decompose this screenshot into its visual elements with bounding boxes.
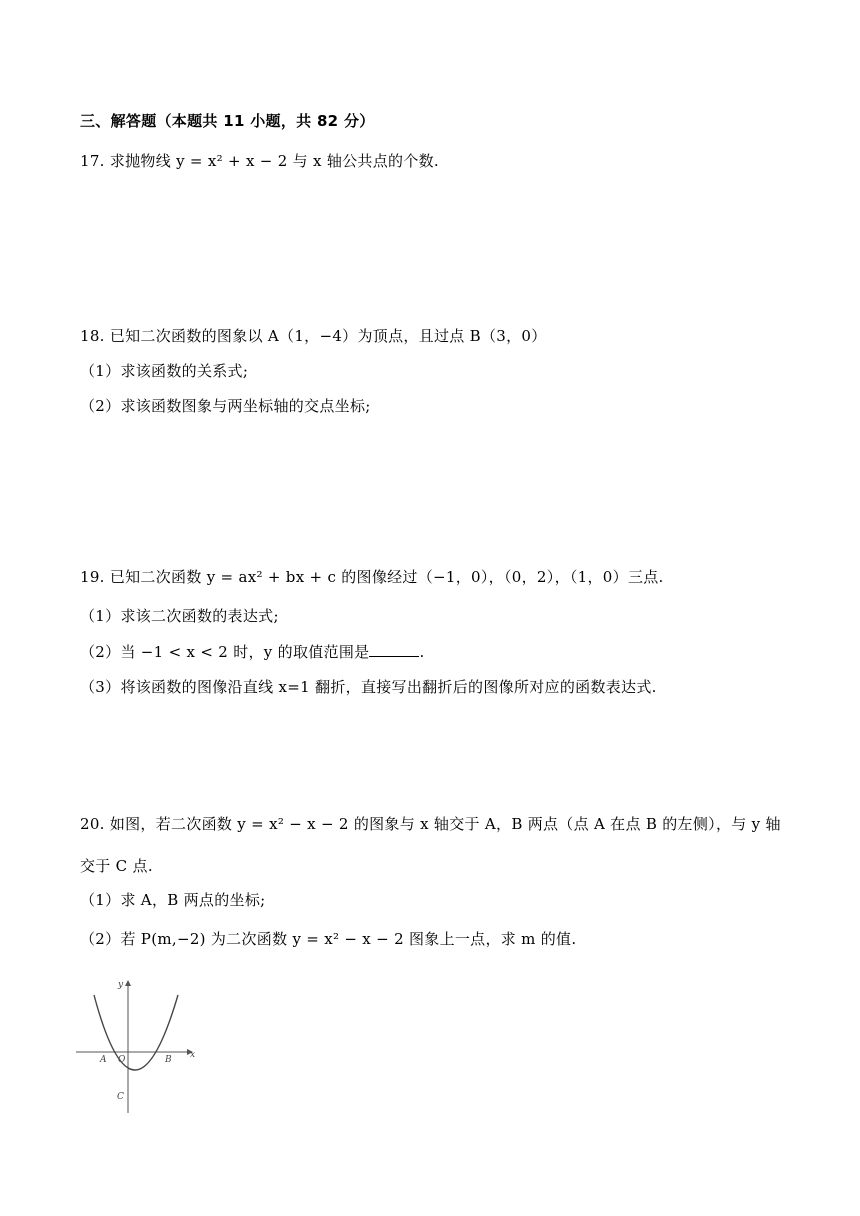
question-17: 17. 求抛物线 y = x² + x − 2 与 x 轴公共点的个数. (80, 152, 439, 170)
question-20-part-1: （1）求 A，B 两点的坐标; (80, 891, 266, 909)
answer-blank (369, 642, 419, 657)
question-20-stem-line-2: 交于 C 点. (80, 857, 153, 875)
question-19-part-2-end: . (419, 643, 425, 661)
question-18-part-2: （2）求该函数图象与两坐标轴的交点坐标; (80, 397, 371, 415)
section-heading: 三、解答题（本题共 11 小题，共 82 分） (80, 112, 375, 130)
point-b-label: B (165, 1055, 172, 1065)
question-18-part-1: （1）求该函数的关系式; (80, 362, 249, 380)
question-19-part-3: （3）将该函数的图像沿直线 x=1 翻折，直接写出翻折后的图像所对应的函数表达式. (80, 678, 657, 696)
question-19-part-2-text: （2）当 −1 < x < 2 时，y 的取值范围是 (80, 643, 370, 661)
question-18-stem: 18. 已知二次函数的图象以 A（1，−4）为顶点，且过点 B（3，0） (80, 327, 547, 345)
y-axis-label: y (118, 980, 124, 990)
question-19-stem: 19. 已知二次函数 y = ax² + bx + c 的图像经过（−1，0），（0，2），（1，0）三点. (80, 568, 664, 586)
point-c-label: C (117, 1092, 124, 1102)
origin-label: O (118, 1055, 126, 1065)
question-20-stem-line-1: 20. 如图，若二次函数 y = x² − x − 2 的图象与 x 轴交于 A，B 两点（点 A 在点 B 的左侧），与 y 轴 (80, 815, 781, 833)
question-19-part-2 (80, 641, 425, 663)
parabola-figure (74, 975, 204, 1115)
question-20-part-2: （2）若 P(m,−2) 为二次函数 y = x² − x − 2 图象上一点，求 m 的值. (80, 930, 577, 948)
point-a-label: A (100, 1055, 107, 1065)
question-19-part-1: （1）求该二次函数的表达式; (80, 607, 279, 625)
x-axis-label: x (190, 1050, 196, 1060)
